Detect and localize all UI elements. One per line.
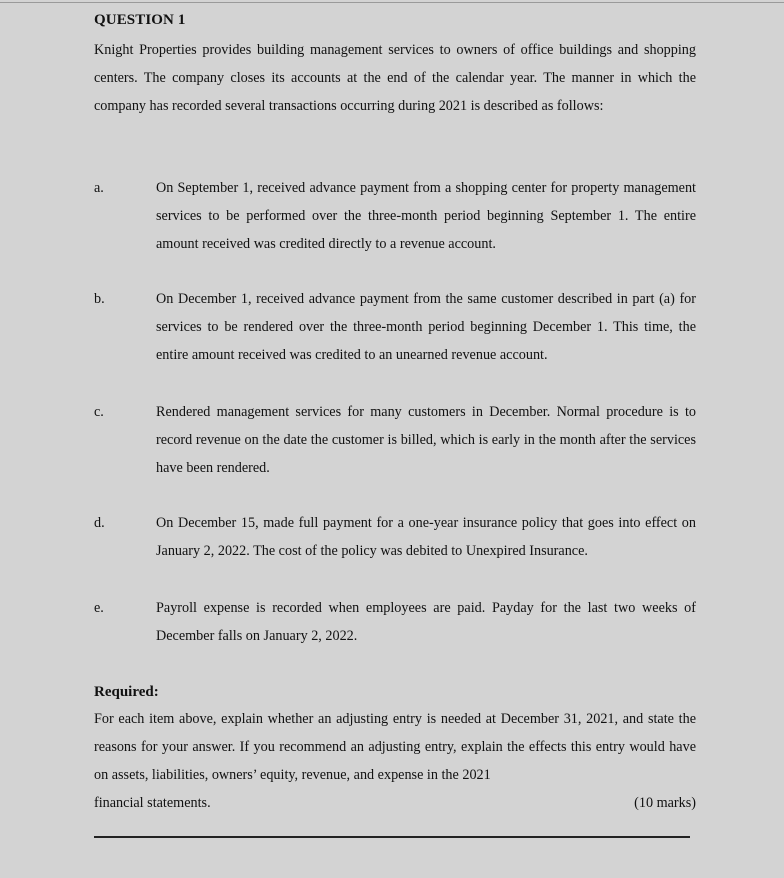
required-last-line-text: financial statements. (94, 795, 211, 811)
item-text: Payroll expense is recorded when employees are paid. Payday for the last two weeks of December falls on January 2, 2022. (156, 600, 696, 644)
question-intro: Knight Properties provides building management services to owners of office buildings and shopping centers. The company closes its accounts at the end of the calendar year. The manner in which the company has recorded several transactions occurring during 2021 is described as follows: (94, 42, 696, 114)
item-letter: a. (94, 180, 104, 196)
marks-label: (10 marks) (634, 795, 696, 811)
question-title: QUESTION 1 (94, 12, 186, 28)
item-letter: b. (94, 291, 105, 307)
required-heading: Required: (94, 684, 159, 700)
required-text: For each item above, explain whether an adjusting entry is needed at December 31, 2021, and state the reasons for your answer. If you recommend an adjusting entry, explain the effects this entry would have on assets, liabilities, owners’ equity, revenue, and expense in the 2021 (94, 711, 696, 783)
item-letter: c. (94, 404, 104, 420)
answer-line (94, 836, 690, 838)
item-letter: d. (94, 515, 105, 531)
item-text: On December 15, made full payment for a one-year insurance policy that goes into effect on January 2, 2022. The cost of the policy was debited to Unexpired Insurance. (156, 515, 696, 559)
item-text: On December 1, received advance payment from the same customer described in part (a) for services to be rendered over the three-month period beginning December 1. This time, the entire amount received was credited to an unearned revenue account. (156, 291, 696, 363)
required-last-line (94, 789, 696, 817)
item-text: Rendered management services for many customers in December. Normal procedure is to record revenue on the date the customer is billed, which is early in the month after the services have been rendered. (156, 404, 696, 476)
top-divider (0, 2, 784, 3)
item-text: On September 1, received advance payment from a shopping center for property management services to be performed over the three-month period beginning September 1. The entire amount received was credited directly to a revenue account. (156, 180, 696, 252)
item-letter: e. (94, 600, 104, 616)
